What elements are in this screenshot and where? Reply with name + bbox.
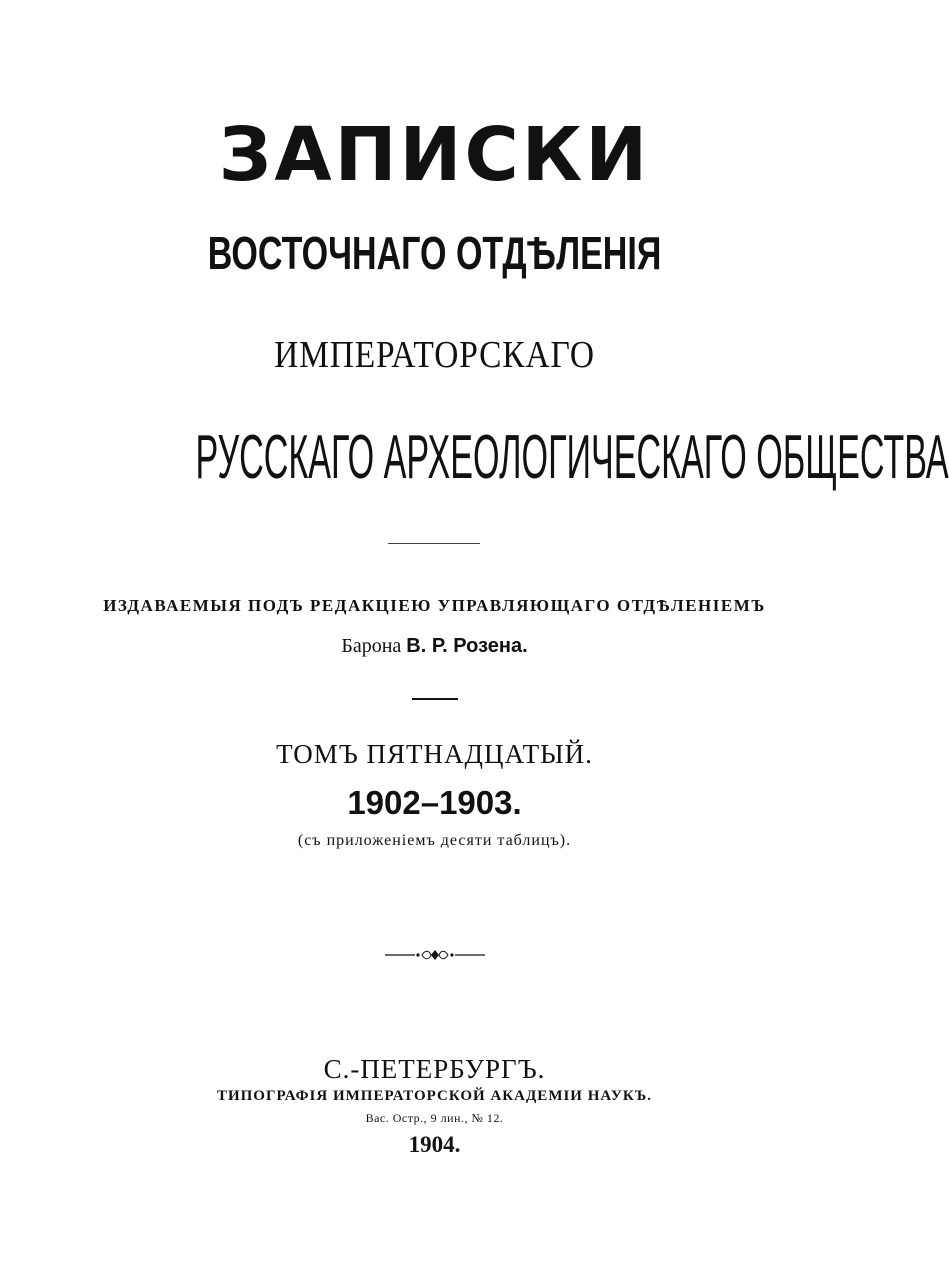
short-divider-rule [412, 698, 458, 700]
main-title: ЗАПИСКИ [218, 112, 651, 198]
imprint-city: С.-ПЕТЕРБУРГЪ. [323, 1054, 546, 1084]
divider-rule [388, 543, 480, 544]
subtitle-eastern-branch: ВОСТОЧНАГО ОТДѢЛЕНІЯ [207, 227, 662, 279]
imprint-year: 1904. [408, 1132, 461, 1157]
flourish-ornament-icon [385, 948, 485, 962]
appendix-note: (съ приложеніемъ десяти таблицъ). [297, 832, 572, 849]
imprint-printer: ТИПОГРАФІЯ ИМПЕРАТОРСКОЙ АКАДЕМІИ НАУКЪ. [216, 1088, 653, 1104]
volume-years: 1902–1903. [347, 784, 522, 821]
imprint-address: Вас. Остр., 9 лин., № 12. [365, 1111, 504, 1125]
editor-credit [0, 635, 869, 658]
volume-label: ТОМЪ ПЯТНАДЦАТЫЙ. [276, 739, 593, 769]
subtitle-imperial: ИМПЕРАТОРСКАГО [274, 334, 595, 376]
editor-title: Барона [341, 635, 402, 657]
editor-name: В. Р. Розена. [406, 635, 528, 657]
editor-line: ИЗДАВАЕМЫЯ ПОДЪ РЕДАКЦІЕЮ УПРАВЛЯЮЩАГО ОТДѢЛЕНІЕМЪ [103, 596, 766, 615]
subtitle-society: РУССКАГО АРХЕОЛОГИЧЕСКАГО ОБЩЕСТВА [195, 423, 949, 492]
